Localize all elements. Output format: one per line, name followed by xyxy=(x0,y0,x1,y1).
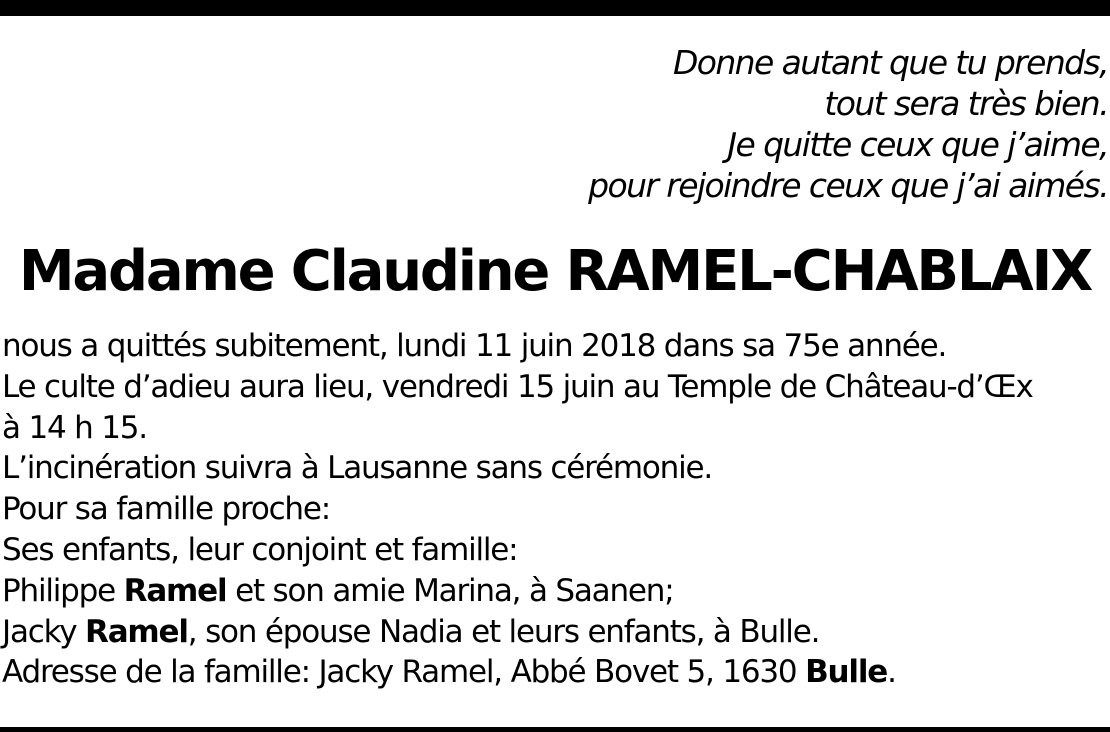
poem-line-3: Je quitte ceux que j’aime, xyxy=(727,125,1108,164)
poem-line-4: pour rejoindre ceux que j’ai aimés. xyxy=(588,166,1108,205)
family-surname: Ramel xyxy=(85,613,188,650)
service-time-line: à 14 h 15. xyxy=(2,409,147,446)
death-notice-line: nous a quittés subitement, lundi 11 juin 2018 dans sa 75e année. xyxy=(2,328,947,364)
family-surname: Ramel xyxy=(123,572,227,609)
epitaph-poem xyxy=(588,42,1108,206)
obituary-text xyxy=(2,326,1110,693)
bottom-border-bar xyxy=(0,727,1110,732)
cremation-line: L’incinération suivra à Lausanne sans cérémonie. xyxy=(2,450,713,487)
family-member-text: Jacky xyxy=(2,613,86,650)
address-text: . xyxy=(887,654,896,691)
poem-line-1: Donne autant que tu prends, xyxy=(672,43,1108,82)
top-border-bar xyxy=(0,0,1110,16)
family-member-line xyxy=(2,571,1110,612)
family-address-line xyxy=(2,652,1110,693)
address-city: Bulle xyxy=(805,654,888,691)
family-member-text: Philippe xyxy=(2,572,124,609)
poem-line-2: tout sera très bien. xyxy=(824,84,1108,123)
family-heading-line: Pour sa famille proche: xyxy=(2,491,330,528)
family-member-text: , son épouse Nadia et leurs enfants, à Bulle. xyxy=(187,613,820,650)
family-member-text: et son amie Marina, à Saanen; xyxy=(226,572,674,609)
service-info-line: Le culte d’adieu aura lieu, vendredi 15 juin au Temple de Château-d’Œx xyxy=(2,368,1033,405)
address-text: Adresse de la famille: Jacky Ramel, Abbé Bovet 5, 1630 xyxy=(2,654,806,691)
deceased-name-title: Madame Claudine RAMEL-CHABLAIX xyxy=(18,239,1092,304)
children-heading-line: Ses enfants, leur conjoint et famille: xyxy=(2,531,518,568)
family-member-line xyxy=(2,612,1110,653)
